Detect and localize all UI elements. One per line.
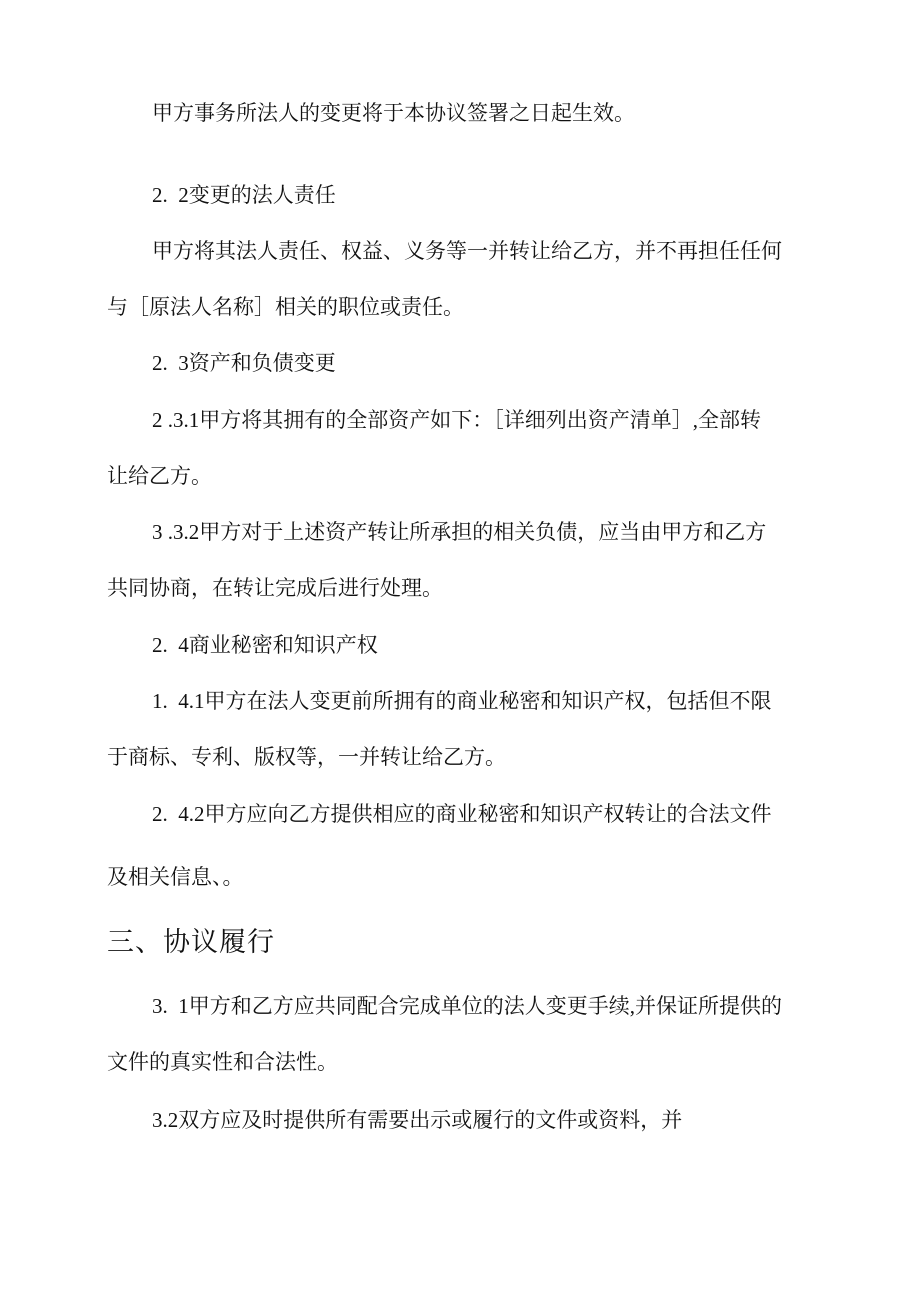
subsection-heading: 2. 3资产和负债变更: [152, 351, 336, 375]
paragraph-line: 共同协商，在转让完成后进行处理。: [107, 576, 443, 600]
section-heading: 三、协议履行: [107, 927, 275, 957]
paragraph-line: 甲方将其法人责任、权益、义务等一并转让给乙方，并不再担任任何: [152, 239, 782, 263]
paragraph-line: 与［原法人名称］相关的职位或责任。: [107, 295, 464, 319]
paragraph-line: 文件的真实性和合法性。: [107, 1050, 338, 1074]
subsection-heading: 2. 2变更的法人责任: [152, 183, 336, 207]
paragraph-line: 及相关信息、。: [107, 865, 244, 889]
paragraph-line: 于商标、专利、版权等，一并转让给乙方。: [107, 745, 506, 769]
paragraph-line: 3 .3.2甲方对于上述资产转让所承担的相关负债，应当由甲方和乙方: [152, 520, 767, 544]
paragraph-line: 让给乙方。: [107, 464, 212, 488]
paragraph-line: 1. 4.1甲方在法人变更前所拥有的商业秘密和知识产权，包括但不限: [152, 689, 772, 713]
paragraph-line: 甲方事务所法人的变更将于本协议签署之日起生效。: [152, 101, 635, 125]
subsection-heading: 2. 4商业秘密和知识产权: [152, 633, 378, 657]
paragraph-line: 3. 1甲方和乙方应共同配合完成单位的法人变更手续,并保证所提供的: [152, 994, 782, 1018]
paragraph-line: 3.2双方应及时提供所有需要出示或履行的文件或资料，并: [152, 1108, 683, 1132]
paragraph-line: 2 .3.1甲方将其拥有的全部资产如下：［详细列出资产清单］,全部转: [152, 408, 761, 432]
paragraph-line: 2. 4.2甲方应向乙方提供相应的商业秘密和知识产权转让的合法文件: [152, 802, 772, 826]
